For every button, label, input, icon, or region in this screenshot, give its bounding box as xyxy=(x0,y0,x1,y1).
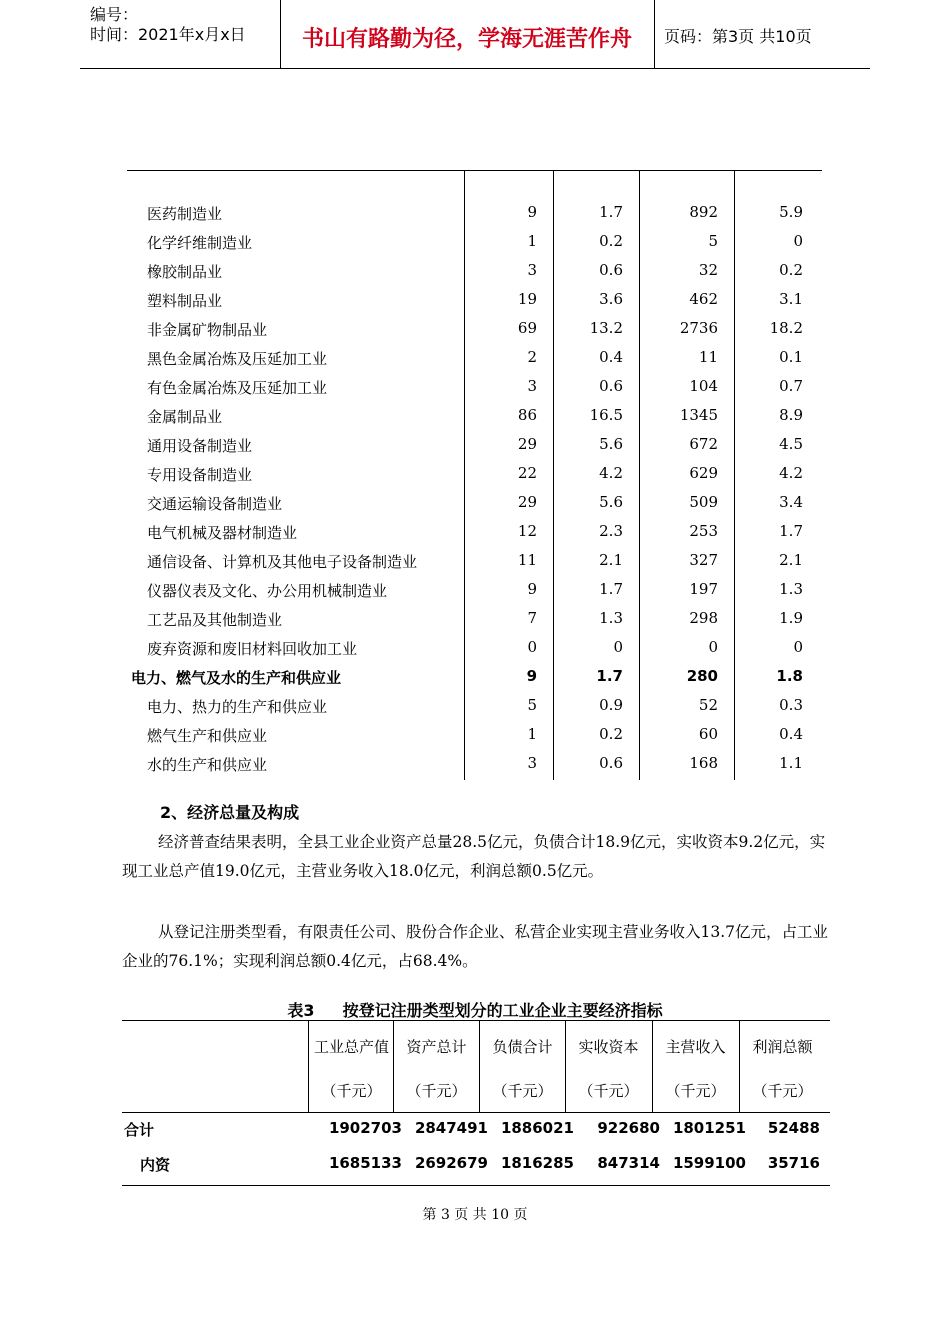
column-unit: （千元） xyxy=(752,1082,813,1100)
enterprise-share: 1.7 xyxy=(599,580,623,598)
enterprise-share: 5.6 xyxy=(599,493,623,511)
industry-table xyxy=(127,170,822,780)
table3-header-border xyxy=(122,1112,830,1113)
revenue-share: 2.1 xyxy=(779,551,803,569)
revenue-share: 4.5 xyxy=(779,435,803,453)
table-row xyxy=(127,199,822,228)
revenue-value: 298 xyxy=(689,609,718,627)
revenue-value: 462 xyxy=(689,290,718,308)
row-value: 1886021 xyxy=(500,1119,574,1137)
revenue-share: 4.2 xyxy=(779,464,803,482)
industry-name: 有色金属冶炼及压延加工业 xyxy=(147,379,328,397)
table-row xyxy=(127,634,822,663)
revenue-share: 1.8 xyxy=(776,667,803,685)
revenue-share: 1.1 xyxy=(779,754,803,772)
table-row xyxy=(127,489,822,518)
column-name: 实收资本 xyxy=(578,1038,639,1056)
industry-name: 通用设备制造业 xyxy=(147,437,253,455)
doc-time-label: 时间：2021年x月x日 xyxy=(90,25,246,44)
row-label: 合计 xyxy=(124,1121,155,1139)
enterprise-share: 5.6 xyxy=(599,435,623,453)
table-row xyxy=(127,605,822,634)
table-row xyxy=(127,518,822,547)
table3-row xyxy=(122,1119,830,1149)
revenue-value: 253 xyxy=(689,522,718,540)
row-value: 922680 xyxy=(597,1119,660,1137)
table-row xyxy=(127,576,822,605)
revenue-share: 0 xyxy=(793,232,803,250)
paragraph-economy-total: 经济普查结果表明，全县工业企业资产总量28.5亿元，负债合计18.9亿元，实收资本9.2亿元，实现工业总产值19.0亿元，主营业务收入18.0亿元，利润总额0.5亿元。 xyxy=(122,833,826,880)
enterprise-count: 19 xyxy=(517,290,537,308)
industry-name: 通信设备、计算机及其他电子设备制造业 xyxy=(147,553,418,571)
enterprise-share: 2.3 xyxy=(599,522,623,540)
row-value: 52488 xyxy=(767,1119,820,1137)
row-value: 35716 xyxy=(767,1154,820,1172)
revenue-share: 18.2 xyxy=(769,319,803,337)
enterprise-count: 3 xyxy=(527,377,537,395)
page-footer: 第 3 页 共 10 页 xyxy=(422,1207,528,1223)
revenue-value: 0 xyxy=(708,638,718,656)
enterprise-share: 0.4 xyxy=(599,348,623,366)
row-value: 1816285 xyxy=(500,1154,574,1172)
enterprise-count: 9 xyxy=(527,203,537,221)
enterprise-count: 3 xyxy=(527,261,537,279)
header-center-cell xyxy=(280,0,655,68)
table-top-border xyxy=(127,170,822,171)
row-value: 1902703 xyxy=(328,1119,402,1137)
table3-bottom-border xyxy=(122,1185,830,1186)
enterprise-count: 9 xyxy=(527,580,537,598)
table3-number: 表3 xyxy=(287,1001,315,1020)
row-value: 1599100 xyxy=(672,1154,746,1172)
enterprise-share: 3.6 xyxy=(599,290,623,308)
column-unit: （千元） xyxy=(492,1082,553,1100)
enterprise-count: 86 xyxy=(517,406,537,424)
table-row xyxy=(127,721,822,750)
paragraph-registration-type: 从登记注册类型看，有限责任公司、股份合作企业、私营企业实现主营业务收入13.7亿元，占工业企业的76.1%；实现利润总额0.4亿元，占68.4%。 xyxy=(122,923,829,970)
table-row xyxy=(127,402,822,431)
table-row xyxy=(127,315,822,344)
industry-name: 燃气生产和供应业 xyxy=(147,727,268,745)
table-row xyxy=(127,344,822,373)
revenue-value: 672 xyxy=(689,435,718,453)
header-motto: 书山有路勤为径，学海无涯苦作舟 xyxy=(301,27,632,52)
table-row xyxy=(127,663,822,692)
doc-number-label: 编号： xyxy=(90,5,139,24)
enterprise-share: 2.1 xyxy=(599,551,623,569)
table3-column-header xyxy=(394,1020,479,1112)
industry-name: 黑色金属冶炼及压延加工业 xyxy=(147,350,328,368)
table3-column-header xyxy=(566,1020,651,1112)
enterprise-share: 0.6 xyxy=(599,261,623,279)
revenue-share: 1.3 xyxy=(779,580,803,598)
enterprise-count: 12 xyxy=(517,522,537,540)
enterprise-share: 13.2 xyxy=(589,319,623,337)
revenue-value: 104 xyxy=(689,377,718,395)
enterprise-count: 2 xyxy=(527,348,537,366)
enterprise-share: 1.7 xyxy=(599,203,623,221)
industry-name: 专用设备制造业 xyxy=(147,466,253,484)
column-unit: （千元） xyxy=(665,1082,726,1100)
table3-column-header xyxy=(480,1020,565,1112)
revenue-value: 892 xyxy=(689,203,718,221)
revenue-value: 2736 xyxy=(679,319,718,337)
header-page-label: 页码：第3页 共10页 xyxy=(664,27,812,46)
enterprise-share: 0.6 xyxy=(599,377,623,395)
enterprise-count: 0 xyxy=(527,638,537,656)
revenue-share: 3.1 xyxy=(779,290,803,308)
enterprise-count: 29 xyxy=(517,435,537,453)
revenue-value: 11 xyxy=(698,348,718,366)
column-unit: （千元） xyxy=(406,1082,467,1100)
revenue-value: 32 xyxy=(698,261,718,279)
enterprise-share: 1.3 xyxy=(599,609,623,627)
table3-column-header xyxy=(309,1020,394,1112)
section-heading: 2、经济总量及构成 xyxy=(160,803,300,822)
enterprise-count: 11 xyxy=(517,551,537,569)
revenue-share: 8.9 xyxy=(779,406,803,424)
header-right-cell xyxy=(654,0,870,68)
enterprise-count: 1 xyxy=(527,725,537,743)
enterprise-share: 16.5 xyxy=(589,406,623,424)
enterprise-count: 5 xyxy=(527,696,537,714)
industry-name: 水的生产和供应业 xyxy=(147,756,268,774)
enterprise-count: 7 xyxy=(527,609,537,627)
enterprise-count: 1 xyxy=(527,232,537,250)
row-value: 2692679 xyxy=(414,1154,488,1172)
table3-column-header xyxy=(740,1020,825,1112)
table-row xyxy=(127,286,822,315)
revenue-value: 280 xyxy=(686,667,718,685)
row-value: 1801251 xyxy=(672,1119,746,1137)
enterprise-share: 0.9 xyxy=(599,696,623,714)
revenue-value: 168 xyxy=(689,754,718,772)
table-row xyxy=(127,547,822,576)
table-row xyxy=(127,257,822,286)
row-value: 847314 xyxy=(597,1154,660,1172)
revenue-share: 3.4 xyxy=(779,493,803,511)
revenue-share: 1.7 xyxy=(779,522,803,540)
enterprise-share: 0.2 xyxy=(599,725,623,743)
industry-name: 化学纤维制造业 xyxy=(147,234,253,252)
industry-name: 非金属矿物制品业 xyxy=(147,321,268,339)
table3 xyxy=(122,1020,830,1186)
industry-name: 废弃资源和废旧材料回收加工业 xyxy=(147,640,358,658)
table3-column-header xyxy=(653,1020,738,1112)
enterprise-share: 0.2 xyxy=(599,232,623,250)
industry-name: 电力、燃气及水的生产和供应业 xyxy=(131,669,342,687)
revenue-value: 1345 xyxy=(679,406,718,424)
enterprise-share: 0.6 xyxy=(599,754,623,772)
header-left-cell xyxy=(80,0,281,68)
revenue-share: 0.3 xyxy=(779,696,803,714)
table-row xyxy=(127,692,822,721)
industry-name: 电气机械及器材制造业 xyxy=(147,524,298,542)
column-name: 工业总产值 xyxy=(313,1038,389,1056)
enterprise-share: 1.7 xyxy=(596,667,623,685)
revenue-share: 0.7 xyxy=(779,377,803,395)
column-name: 利润总额 xyxy=(752,1038,813,1056)
industry-name: 交通运输设备制造业 xyxy=(147,495,283,513)
revenue-value: 5 xyxy=(708,232,718,250)
revenue-share: 0 xyxy=(793,638,803,656)
enterprise-count: 29 xyxy=(517,493,537,511)
table-row xyxy=(127,431,822,460)
table-row xyxy=(127,373,822,402)
revenue-value: 327 xyxy=(689,551,718,569)
industry-name: 金属制品业 xyxy=(147,408,223,426)
enterprise-count: 69 xyxy=(517,319,537,337)
industry-name: 橡胶制品业 xyxy=(147,263,223,281)
enterprise-count: 9 xyxy=(526,667,537,685)
revenue-share: 1.9 xyxy=(779,609,803,627)
revenue-value: 197 xyxy=(689,580,718,598)
table3-caption xyxy=(0,998,950,1021)
column-name: 资产总计 xyxy=(406,1038,467,1056)
enterprise-share: 0 xyxy=(613,638,623,656)
row-value: 1685133 xyxy=(328,1154,402,1172)
column-unit: （千元） xyxy=(578,1082,639,1100)
table3-title: 按登记注册类型划分的工业企业主要经济指标 xyxy=(342,1001,663,1020)
revenue-value: 52 xyxy=(698,696,718,714)
page-header xyxy=(80,0,870,69)
column-name: 主营收入 xyxy=(665,1038,726,1056)
industry-name: 塑料制品业 xyxy=(147,292,223,310)
industry-name: 电力、热力的生产和供应业 xyxy=(147,698,328,716)
enterprise-share: 4.2 xyxy=(599,464,623,482)
revenue-value: 629 xyxy=(689,464,718,482)
row-value: 2847491 xyxy=(414,1119,488,1137)
enterprise-count: 3 xyxy=(527,754,537,772)
revenue-share: 0.2 xyxy=(779,261,803,279)
column-unit: （千元） xyxy=(321,1082,382,1100)
revenue-share: 5.9 xyxy=(779,203,803,221)
revenue-value: 60 xyxy=(698,725,718,743)
column-name: 负债合计 xyxy=(492,1038,553,1056)
table-row xyxy=(127,228,822,257)
industry-name: 工艺品及其他制造业 xyxy=(147,611,283,629)
table-row xyxy=(127,750,822,779)
enterprise-count: 22 xyxy=(517,464,537,482)
revenue-value: 509 xyxy=(689,493,718,511)
industry-name: 医药制造业 xyxy=(147,205,223,223)
row-label: 内资 xyxy=(140,1156,171,1174)
revenue-share: 0.1 xyxy=(779,348,803,366)
industry-name: 仪器仪表及文化、办公用机械制造业 xyxy=(147,582,388,600)
table-row xyxy=(127,460,822,489)
table3-row xyxy=(122,1154,830,1184)
revenue-share: 0.4 xyxy=(779,725,803,743)
